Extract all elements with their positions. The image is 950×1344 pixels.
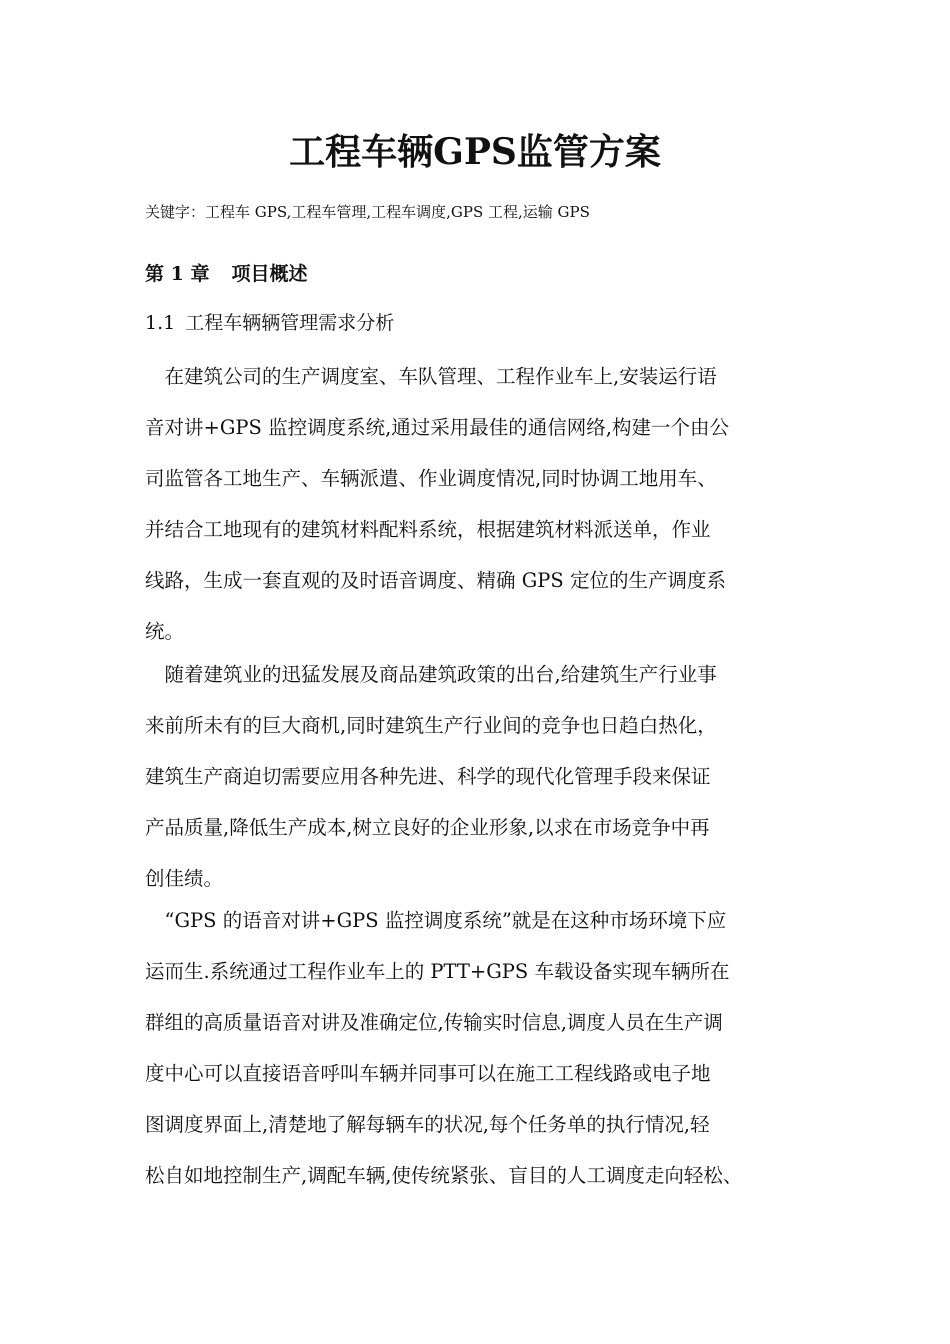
paragraph-line: 线路，生成一套直观的及时语音调度、精确 GPS 定位的生产调度系 [145,569,726,592]
paragraph-1 [145,351,825,657]
document-title: 工程车辆GPS监管方案 [289,131,661,173]
paragraph-line: 来前所未有的巨大商机,同时建筑生产行业间的竞争也日趋白热化， [145,714,717,737]
section-title: 工程车辆辆管理需求分析 [185,312,395,334]
section-heading [145,309,394,337]
paragraph-line: 图调度界面上,清楚地了解每辆车的状况,每个任务单的执行情况,轻 [145,1113,710,1136]
paragraph-line: 音对讲+GPS 监控调度系统,通过采用最佳的通信网络,构建一个由公 [145,416,729,439]
chapter-heading [145,260,307,288]
keywords-line: 关键字：工程车 GPS,工程车管理,工程车调度,GPS 工程,运输 GPS [145,203,590,221]
chapter-title: 项目概述 [231,263,308,285]
paragraph-line: “GPS 的语音对讲+GPS 监控调度系统”就是在这种市场环境下应 [145,909,727,932]
paragraph-line: 产品质量,降低生产成本,树立良好的企业形象,以求在市场竞争中再 [145,816,710,839]
paragraph-line: 创佳绩。 [145,867,224,890]
paragraph-line: 并结合工地现有的建筑材料配料系统，根据建筑材料派送单，作业 [145,518,711,541]
paragraph-line: 在建筑公司的生产调度室、车队管理、工程作业车上,安装运行语 [145,365,717,388]
paragraph-3 [145,895,825,1201]
paragraph-line: 统。 [145,620,185,643]
chapter-number: 第 1 章 [145,263,210,285]
section-number: 1.1 [145,312,176,334]
paragraph-2 [145,649,825,904]
paragraph-line: 建筑生产商迫切需要应用各种先进、科学的现代化管理手段来保证 [145,765,711,788]
paragraph-line: 司监管各工地生产、车辆派遣、作业调度情况,同时协调工地用车、 [145,467,717,490]
paragraph-line: 随着建筑业的迅猛发展及商品建筑政策的出台,给建筑生产行业事 [145,663,717,686]
paragraph-line: 度中心可以直接语音呼叫车辆并同事可以在施工工程线路或电子地 [145,1062,711,1085]
paragraph-line: 运而生.系统通过工程作业车上的 PTT+GPS 车载设备实现车辆所在 [145,960,730,983]
paragraph-line: 松自如地控制生产,调配车辆,使传统紧张、盲目的人工调度走向轻松、 [145,1164,743,1187]
paragraph-line: 群组的高质量语音对讲及准确定位,传输实时信息,调度人员在生产调 [145,1011,723,1034]
